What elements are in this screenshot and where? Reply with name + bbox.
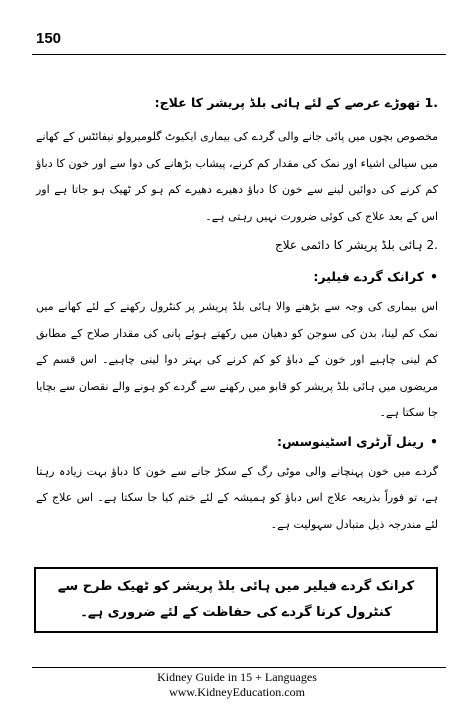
bullet-2-title: رینل آرٹری اسٹینوسس: (277, 433, 424, 449)
section-1-number: 1. (424, 95, 438, 110)
page-body (36, 92, 438, 542)
footer-divider (32, 667, 446, 668)
bullet-2-heading (36, 431, 438, 453)
section-2-number: 2. (426, 238, 438, 252)
callout-text: کرانک گردے فیلیر میں ہائی بلڈ پریشر کو ٹھیک طرح سے کنٹرول کرنا گردے کی حفاظت کے لئے ضروری ہے۔ (57, 579, 415, 620)
bullet-1-title: کرانک گردے فیلیر: (313, 269, 424, 284)
footer (0, 670, 474, 700)
bullet-2-paragraph: گردے میں خون پہنچانے والی موٹی رگ کے سکڑ جانے سے خون کا دباؤ بہت زیادہ رہتا ہے، تو فوراً بذریعہ علاج اس دباؤ کو ہمیشہ کے لئے ختم کیا جا سکتا ہے۔ اس علاج کے لئے مندرجہ ذیل متبادل سہولیت ہے۔ (36, 464, 438, 531)
section-1-heading (36, 92, 438, 114)
section-2-heading (36, 234, 438, 256)
footer-title: Kidney Guide in 15 + Languages (157, 670, 317, 684)
bullet-icon: • (430, 269, 438, 284)
header-divider (32, 54, 446, 55)
bullet-1-heading (36, 266, 438, 288)
section-2-title: ہائی بلڈ پریشر کا دائمی علاج (274, 238, 423, 252)
section-1-paragraph: مخصوص بچوں میں پائی جانے والی گردے کی بیماری ایکیوٹ گلومیرولو نیفائٹس کے کھانے میں سیالی اشیاء اور نمک کی مقدار کم کرنے، پیشاب بڑھانے کی دوا سے اور خون کا دباؤ کم کرنے کی دوائیں لینے سے خون کا دباؤ دھیرے دھیرے کم ہو کر ٹھیک ہو جاتا ہے اور اس کے بعد علاج کی کوئی ضرورت نہیں رہتی ہے۔ (36, 130, 438, 223)
page-number: 150 (36, 30, 62, 47)
section-1-title: تھوڑے عرصے کے لئے ہائی بلڈ پریشر کا علاج: (154, 95, 421, 110)
bullet-icon: • (430, 433, 438, 449)
footer-website: www.KidneyEducation.com (169, 685, 305, 699)
callout-box (34, 567, 438, 633)
bullet-1-paragraph: اس بیماری کی وجہ سے بڑھنے والا ہائی بلڈ پریشر پر کنٹرول رکھنے کے لئے کھانے میں نمک کم لینا، بدن کی سوجن کو دھیان میں رکھتے ہوئے پانی کی مقدار صلاح کے مطابق کم لینی چاہیے اور خون کے دباؤ کو کم کرنے کی بہتر دوا لینی چاہیے۔ اس قسم کے مریضوں میں ہائی بلڈ پریشر کو قابو میں رکھنے سے گردے کو ہونے والے نقصان سے بچایا جا سکتا ہے۔ (36, 300, 438, 419)
